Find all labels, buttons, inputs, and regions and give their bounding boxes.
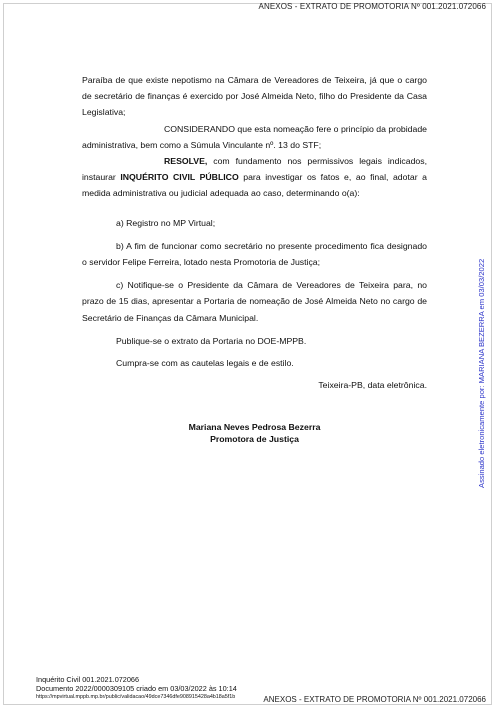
paragraph-nepotismo: Paraíba de que existe nepotismo na Câmara de Vereadores de Teixeira, já que o cargo de secretário de finanças é exercido por José Almeida Neto, filho do Presidente da Casa Legislativa; [82, 75, 427, 118]
resolve-label: RESOLVE, [164, 156, 208, 167]
resolve-text-a: com fundamento nos permissivos legais indicados, instaurar [82, 156, 427, 183]
resolve-text-b: para investigar os fatos e, ao final, adotar a medida administrativa ou judicial adequada ao caso, determinando o(a): [82, 172, 427, 199]
inquerito-id: Inquérito Civil 001.2021.072066 [36, 675, 140, 684]
publique-text: Publique-se o extrato da Portaria no DOE-MPPB. [116, 335, 307, 346]
item-c: c) Notifique-se o Presidente da Câmara de Vereadores de Teixeira para, no prazo de 15 dias, apresentar a Portaria de nomeação de José Almeida Neto no cargo de Secretário de Finanças da Câmara Municipal. [82, 280, 427, 323]
page-header: ANEXOS - EXTRATO DE PROMOTORIA Nº 001.2021.072066 [258, 2, 486, 11]
documento-id: Documento 2022/0000309105 criado em 03/03/2022 às 10:14 [36, 684, 237, 693]
inquerito-label: INQUÉRITO CIVIL PÚBLICO [120, 172, 239, 183]
paragraph-resolve [82, 153, 427, 202]
electronic-signature-stamp [475, 256, 489, 488]
stamp-text: Assinado eletronicamente por: MARIANA BEZERRA em 03/03/2022 [477, 258, 486, 488]
item-a: a) Registro no MP Virtual; [116, 217, 216, 228]
document-metadata [36, 675, 237, 701]
cumpra-text: Cumpra-se com as cautelas legais e de estilo. [116, 358, 294, 369]
signature-block [82, 421, 427, 445]
signatory-name: Mariana Neves Pedrosa Bezerra [188, 422, 321, 432]
document-body [82, 72, 427, 393]
item-b: b) A fim de funcionar como secretário no presente procedimento fica designado o servidor Felipe Ferreira, lotado nesta Promotoria de Justiça; [82, 240, 427, 268]
place-date: Teixeira-PB, data eletrônica. [318, 380, 427, 391]
signatory-role: Promotora de Justiça [210, 434, 299, 444]
paragraph-considerando: CONSIDERANDO que esta nomeação fere o princípio da probidade administrativa, bem como a Súmula Vinculante nº. 13 do STF; [82, 123, 427, 150]
page-footer: ANEXOS - EXTRATO DE PROMOTORIA Nº 001.2021.072066 [263, 695, 486, 704]
validation-link[interactable]: https://mpvirtual.mppb.mp.br/public/validacao/49dce7346dfe908915428a4b18a5f1b [36, 694, 236, 700]
